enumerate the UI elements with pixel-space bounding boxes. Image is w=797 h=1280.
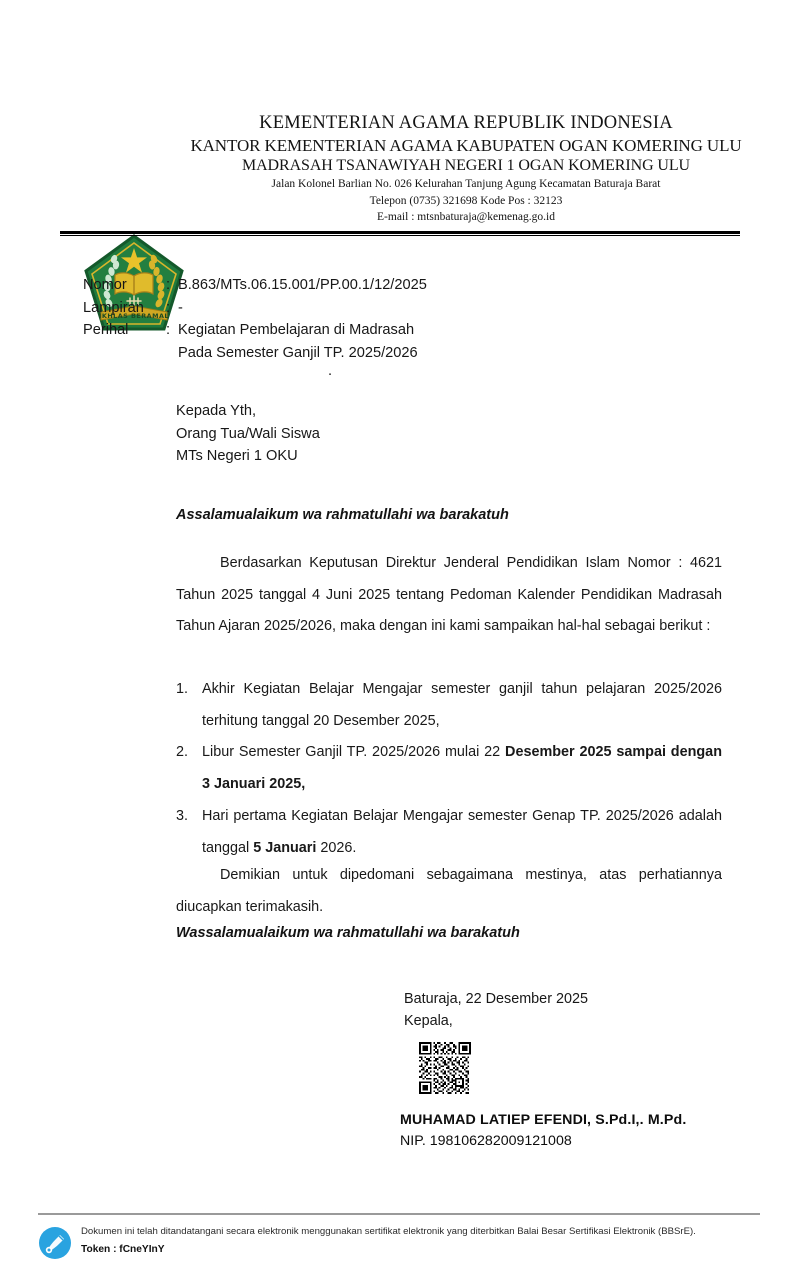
opening-salutation: Assalamualaikum wa rahmatullahi wa barakatuh [176,507,509,523]
stray-dot-mark: . [328,363,333,379]
footer-divider [38,1213,760,1215]
regional-office-name: KANTOR KEMENTERIAN AGAMA KABUPATEN OGAN KOMERING ULU [190,135,742,155]
lampiran-value: - [178,299,183,316]
signer-block [400,1110,686,1152]
nomor-label: Nomor [83,277,127,293]
list-item-number: 3. [176,807,189,824]
closing-salutation: Wassalamualaikum wa rahmatullahi wa barakatuh [176,925,520,941]
signature-qr-code [419,1042,471,1094]
perihal-colon: : [166,322,171,339]
lampiran-colon: : [166,299,171,316]
perihal-value-line2: Pada Semester Ganjil TP. 2025/2026 [178,344,418,361]
addressee-line-3: MTs Negeri 1 OKU [176,448,298,465]
electronic-signature-footer [38,1224,778,1260]
perihal-value: Kegiatan Pembelajaran di Madrasah [178,322,415,339]
list-item [176,674,722,737]
list-item-text: Libur Semester Ganjil TP. 2025/2026 mulai 22 Desember 2025 sampai dengan 3 Januari 2025, [202,744,722,793]
nomor-colon: : [166,277,171,293]
signer-name: MUHAMAD LATIEP EFENDI, S.Pd.I,. M.Pd. [400,1112,687,1128]
footer-text-block [81,1224,696,1255]
token-label: Token : [81,1244,120,1255]
letterhead-text-block [186,112,746,225]
footer-note: Dokumen ini telah ditandatangani secara elektronik menggunakan sertifikat elektronik yang diterbitkan Balai Besar Sertifikasi Elektronik (BBSrE). [81,1226,696,1237]
school-name: MADRASAH TSANAWIYAH NEGERI 1 OGAN KOMERING ULU [241,157,691,175]
bsre-electronic-signature-icon [38,1226,72,1260]
list-item-number: 2. [176,744,189,761]
token-value: fCneYInY [119,1244,165,1255]
nomor-value: B.863/MTs.06.15.001/PP.00.1/12/2025 [178,277,427,293]
list-item-number: 1. [176,681,189,697]
meta-row-nomor [83,274,427,297]
signature-place-date-block [404,988,588,1033]
signature-position: Kepala, [404,1013,453,1030]
letterhead-divider [60,231,740,236]
body-closing-paragraph: Demikian untuk dipedomani sebagaimana mestinya, atas perhatiannya diucapkan terimakasih. [176,867,722,915]
addressee-line-2: Orang Tua/Wali Siswa [176,425,320,442]
list-item-text: Hari pertama Kegiatan Belajar Mengajar semester Genap TP. 2025/2026 adalah tanggal 5 Januari 2026. [202,807,722,856]
meta-row-perihal [83,319,427,342]
school-address: Jalan Kolonel Barlian No. 026 Kelurahan Tanjung Agung Kecamatan Baturaja Barat [271,178,661,191]
list-item [176,801,722,864]
addressee-block [176,400,320,468]
list-item-text: Akhir Kegiatan Belajar Mengajar semester ganjil tahun pelajaran 2025/2026 terhitung tanggal 20 Desember 2025, [202,681,722,729]
perihal-label: Perihal [83,322,129,339]
footer-token [81,1244,696,1255]
school-email: E-mail : mtsnbaturaja@kemenag.go.id [377,211,555,224]
addressee-line-1: Kepada Yth, [176,403,257,419]
signer-nip: NIP. 198106282009121008 [400,1133,572,1149]
svg-text:IKHLAS BERAMAL: IKHLAS BERAMAL [98,312,170,320]
lampiran-label: Lampiran [83,299,144,316]
body-numbered-list [176,674,722,864]
list-item [176,737,722,800]
ministry-name: KEMENTERIAN AGAMA REPUBLIK INDONESIA [259,113,673,133]
letter-meta-block [83,274,427,379]
body-intro-paragraph: Berdasarkan Keputusan Direktur Jenderal Pendidikan Islam Nomor : 4621 Tahun 2025 tanggal 4 Juni 2025 tentang Pedoman Kalender Pendidikan Madrasah Tahun Ajaran 2025/2026, maka dengan ini kami sampaikan hal-hal sebagai berikut : [176,555,722,635]
school-phone: Telepon (0735) 321698 Kode Pos : 32123 [369,194,563,207]
signature-place-date: Baturaja, 22 Desember 2025 [404,991,588,1007]
meta-row-lampiran [83,297,427,320]
